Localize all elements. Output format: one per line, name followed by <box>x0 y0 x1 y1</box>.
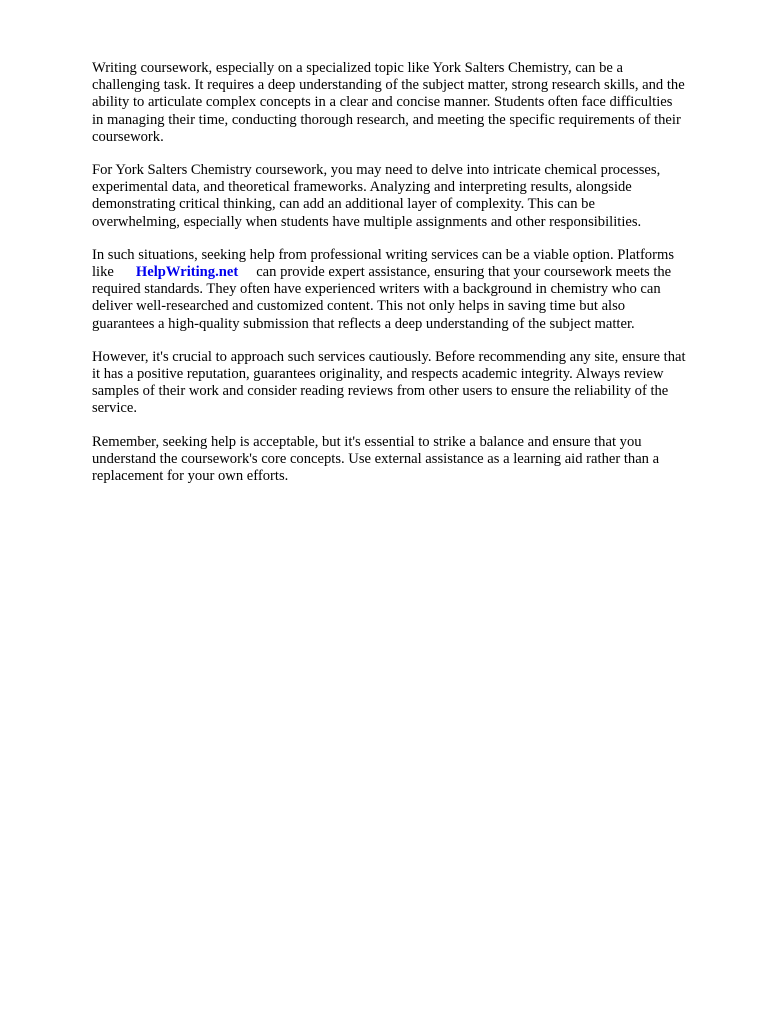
text-line: ability to articulate complex concepts in a clear and concise manner. Students often face difficulties <box>92 94 673 111</box>
text-line: Remember, seeking help is acceptable, but it's essential to strike a balance and ensure that you <box>92 433 642 450</box>
text-line-with-link <box>92 264 728 281</box>
text-line: service. <box>92 400 137 417</box>
text-line: it has a positive reputation, guarantees originality, and respects academic integrity. Always review <box>92 366 664 383</box>
text-line: challenging task. It requires a deep understanding of the subject matter, strong research skills, and the <box>92 77 685 94</box>
text-line: deliver well-researched and customized content. This not only helps in saving time but also <box>92 298 626 315</box>
text-line: samples of their work and consider reading reviews from other users to ensure the reliability of the <box>92 383 669 400</box>
text-line: guarantees a high-quality submission that reflects a deep understanding of the subject matter. <box>92 315 635 332</box>
text-line: In such situations, seeking help from professional writing services can be a viable option. Platforms <box>92 246 674 263</box>
text-line: required standards. They often have experienced writers with a background in chemistry who can <box>92 281 661 298</box>
paragraph-intro <box>92 60 728 146</box>
paragraph-challenges <box>92 162 728 231</box>
helpwriting-link[interactable]: HelpWriting.net <box>135 264 239 281</box>
text-line: understand the coursework's core concepts. Use external assistance as a learning aid rather than a <box>92 450 660 467</box>
text-line: in managing their time, conducting thorough research, and meeting the specific requirements of their <box>92 111 681 128</box>
text-fragment: like <box>92 264 114 281</box>
paragraph-conclusion <box>92 434 728 486</box>
text-fragment: can provide expert assistance, ensuring that your coursework meets the <box>256 264 672 281</box>
text-line: overwhelming, especially when students have multiple assignments and other responsibilities. <box>92 213 642 230</box>
text-line: demonstrating critical thinking, can add an additional layer of complexity. This can be <box>92 196 595 213</box>
paragraph-services <box>92 247 728 333</box>
paragraph-caution <box>92 349 728 418</box>
text-line: coursework. <box>92 128 164 145</box>
text-line: Writing coursework, especially on a specialized topic like York Salters Chemistry, can be a <box>92 60 623 76</box>
text-line: However, it's crucial to approach such services cautiously. Before recommending any site, ensure that <box>92 348 686 365</box>
text-line: For York Salters Chemistry coursework, you may need to delve into intricate chemical processes, <box>92 162 661 179</box>
document-page <box>92 60 728 501</box>
text-line: experimental data, and theoretical frameworks. Analyzing and interpreting results, alongside <box>92 179 632 196</box>
text-line: replacement for your own efforts. <box>92 468 289 485</box>
